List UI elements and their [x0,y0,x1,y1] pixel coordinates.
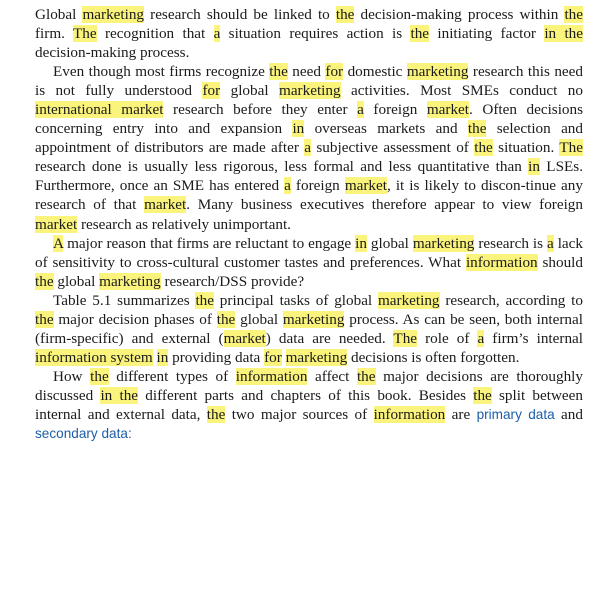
text-run: , it is likely to discon-tinue any research of that [35,177,583,214]
paragraph-5 [35,367,583,443]
text-run: initiating factor [429,25,545,43]
highlighted-text: information [465,253,538,271]
highlighted-text: the [35,310,54,328]
text-run: ) data are needed. [265,329,394,347]
text-run: research done is usually less rigorous, less formal and less quantitative than [35,158,529,176]
text-run: decisions is often forgotten. [347,348,520,366]
text-run: research should be linked to [144,6,336,23]
text-run: research before they enter [163,101,358,119]
highlighted-text: in the [544,25,584,43]
paragraph-1 [35,5,583,62]
highlighted-text: marketing [99,272,161,290]
highlighted-text: The [73,25,97,43]
highlighted-text: marketing [412,234,475,252]
text-run: firm. [35,25,74,43]
highlighted-text: the [467,120,487,138]
highlighted-text: the [335,6,355,23]
text-run: firm’s internal [484,329,584,347]
highlighted-text: the [206,405,226,423]
text-run: activities. Most SMEs conduct no [340,82,583,100]
highlighted-text: A [53,234,64,252]
text-run: research this need is not fully understood [35,63,583,100]
highlighted-text: a [213,25,221,43]
paragraph-3 [35,234,583,291]
highlighted-text: international market [35,101,164,119]
text-run: research as relatively unimportant. [77,215,291,233]
highlighted-text: a [304,139,312,157]
text-run: situation requires action is [220,25,411,43]
text-run: different parts and chapters of this book. Besides [138,386,474,404]
text-run: subjective assessment of [311,139,475,157]
text-run: process. As can be seen, both internal (firm-specific) and external ( [35,310,583,347]
highlighted-text: in [292,120,305,138]
text-run: global [366,234,413,252]
highlighted-text: The [559,139,584,157]
text-run: should [537,253,583,271]
text-run: selection and appointment of distributors are made after [35,120,583,157]
highlighted-text: for [202,82,221,100]
highlighted-text: in [156,348,169,366]
highlighted-text: a [357,101,364,119]
text-run [153,349,157,366]
text-run: different types of [108,367,236,385]
highlighted-text: a [547,234,554,252]
highlighted-text: the [474,139,493,157]
text-run: foreign [290,177,345,195]
highlighted-text: the [195,291,214,309]
text-run: global [220,82,279,100]
text-run: lack of sensitivity to cross-cultural customer tastes and preferences. What [35,234,584,271]
highlighted-text: market [344,177,387,195]
text-run: research, according to [439,291,583,309]
text-run: research is [474,234,547,252]
highlighted-text: in [355,234,367,252]
highlighted-text: marketing [279,82,341,100]
text-run: LSEs. Furthermore, once an SME has entered [35,158,583,195]
paragraph-2 [35,62,583,233]
text-run: . Often decisions concerning entry into and expansion [35,101,584,138]
text-run: major decision phases of [53,310,217,328]
text-run: global [53,272,100,290]
highlighted-text: a [284,177,291,195]
text-run: overseas markets and [304,120,468,138]
key-term: secondary data [35,426,128,442]
highlighted-text: market [223,329,266,347]
text-run: Global [35,6,83,23]
text-run: role of [417,329,478,347]
text-run: recognition that [96,25,214,43]
key-term: primary data [476,406,555,422]
highlighted-text: the [269,63,288,81]
text-run: research/DSS provide? [160,272,305,290]
text-run: global [235,310,283,328]
highlighted-text: in [528,158,540,176]
text-run: foreign [363,101,427,119]
highlighted-text: marketing [377,291,440,309]
highlighted-text: marketing [406,63,469,81]
highlighted-text: for [325,63,344,81]
highlighted-text: marketing [285,348,348,366]
text-run: decision-making process. [35,44,190,62]
text-run: situation. [492,139,560,157]
highlighted-text: the [473,386,492,404]
highlighted-text: information [235,367,308,385]
highlighted-text: the [356,367,376,385]
text-run: Even though most firms recognize [53,63,270,81]
document-page [35,5,583,443]
highlighted-text: for [264,348,282,366]
text-run: domestic [343,63,407,81]
highlighted-text: marketing [282,310,345,328]
paragraph-4 [35,291,583,367]
text-run: principal tasks of global [214,291,378,309]
text-run: affect [307,367,357,385]
highlighted-text: the [216,310,236,328]
text-run: providing data [168,348,265,366]
text-run: split between internal and external data, [35,386,584,423]
highlighted-text: market [426,101,470,119]
highlighted-text: information [373,405,446,423]
highlighted-text: the [35,272,54,290]
highlighted-text: market [144,196,187,214]
highlighted-text: the [90,367,109,385]
text-run: need [287,63,326,81]
text-run: . Many business executives therefore appear to view foreign [186,196,583,214]
highlighted-text: the [564,6,583,23]
highlighted-text: information system [35,348,153,366]
highlighted-text: a [477,329,485,347]
key-term: : [127,426,132,442]
text-run: How [53,367,91,385]
text-run: major reason that firms are reluctant to engage [63,234,356,252]
highlighted-text: the [410,25,430,43]
text-run: and [554,405,583,423]
highlighted-text: marketing [82,6,145,23]
highlighted-text: The [393,329,418,347]
text-run: are [445,405,477,423]
text-run: Table 5.1 summarizes [53,291,196,309]
text-run: decision-making process within [354,6,565,23]
highlighted-text: in the [100,386,139,404]
text-run: two major sources of [225,405,374,423]
text-run: major decisions are thoroughly discussed [35,367,583,404]
highlighted-text: market [35,215,78,233]
